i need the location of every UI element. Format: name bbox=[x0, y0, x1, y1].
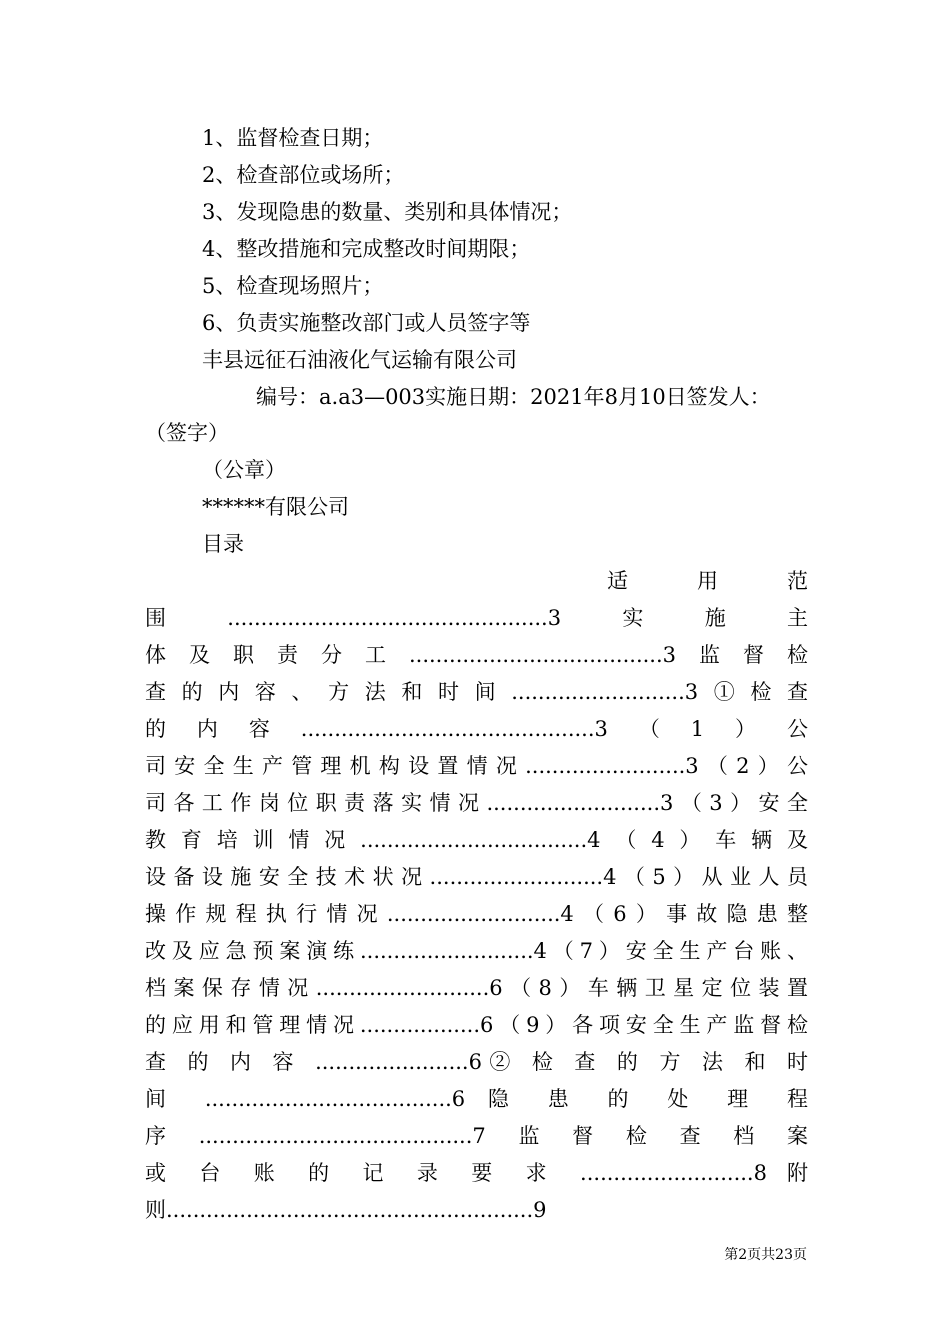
list-item: 1、监督检查日期； bbox=[202, 126, 384, 150]
seal-note: （公章） bbox=[202, 458, 286, 482]
toc-line: 档案保存情况..........................6（8）车辆卫星定位装置 bbox=[145, 976, 808, 1000]
toc-line: 围................................................3实施主 bbox=[145, 606, 808, 630]
toc-line: 司各工作岗位职责落实情况..........................3（3）安全 bbox=[145, 791, 808, 815]
toc-line: 体及职责分工......................................3监督检 bbox=[145, 643, 808, 667]
toc-line: 查 的 内 容 .......................6② 检 查 的 方 法 和 时 bbox=[145, 1050, 808, 1074]
issue-info: 编号：a.a3—003实施日期：2021年8月10日签发人： bbox=[256, 385, 771, 409]
toc-line: 的应用和管理情况..................6（9）各项安全生产监督检 bbox=[145, 1013, 808, 1037]
toc-line: 则.......................................................9 bbox=[145, 1198, 547, 1222]
toc-line: 查的内容、方法和时间..........................3①检查 bbox=[145, 680, 808, 704]
list-item: 6、负责实施整改部门或人员签字等 bbox=[202, 311, 531, 335]
toc-line: 序.........................................7监督检查档案 bbox=[145, 1124, 808, 1148]
list-item: 4、整改措施和完成整改时间期限； bbox=[202, 237, 531, 261]
toc-line: 设备设施安全技术状况..........................4（5）从业人员 bbox=[145, 865, 808, 889]
toc-line: 司安全生产管理机构设置情况........................3（2）公 bbox=[145, 754, 808, 778]
toc-line: 教育培训情况..................................4（4）车辆及 bbox=[145, 828, 808, 852]
toc-line: 的内容............................................3（1）公 bbox=[145, 717, 808, 741]
toc-line: 间 .....................................6 隐 患 的 处 理 程 bbox=[145, 1087, 808, 1111]
toc-line: 改及应急预案演练..........................4（7）安全生产台账、 bbox=[145, 939, 808, 963]
issuer-name: ******有限公司 bbox=[202, 495, 349, 519]
toc-line: 或 台 账 的 记 录 要 求 ..........................8 附 bbox=[145, 1161, 808, 1185]
list-item: 3、发现隐患的数量、类别和具体情况； bbox=[202, 200, 573, 224]
list-item: 5、检查现场照片； bbox=[202, 274, 384, 298]
toc-line: 适 用 范 bbox=[607, 569, 808, 593]
toc-line: 操作规程执行情况..........................4（6）事故隐患整 bbox=[145, 902, 808, 926]
page-footer: 第2页共23页 bbox=[724, 1247, 807, 1263]
signature-note: （签字） bbox=[145, 421, 229, 445]
company-name: 丰县远征石油液化气运输有限公司 bbox=[202, 348, 517, 372]
toc-title: 目录 bbox=[202, 532, 244, 556]
list-item: 2、检查部位或场所； bbox=[202, 163, 405, 187]
